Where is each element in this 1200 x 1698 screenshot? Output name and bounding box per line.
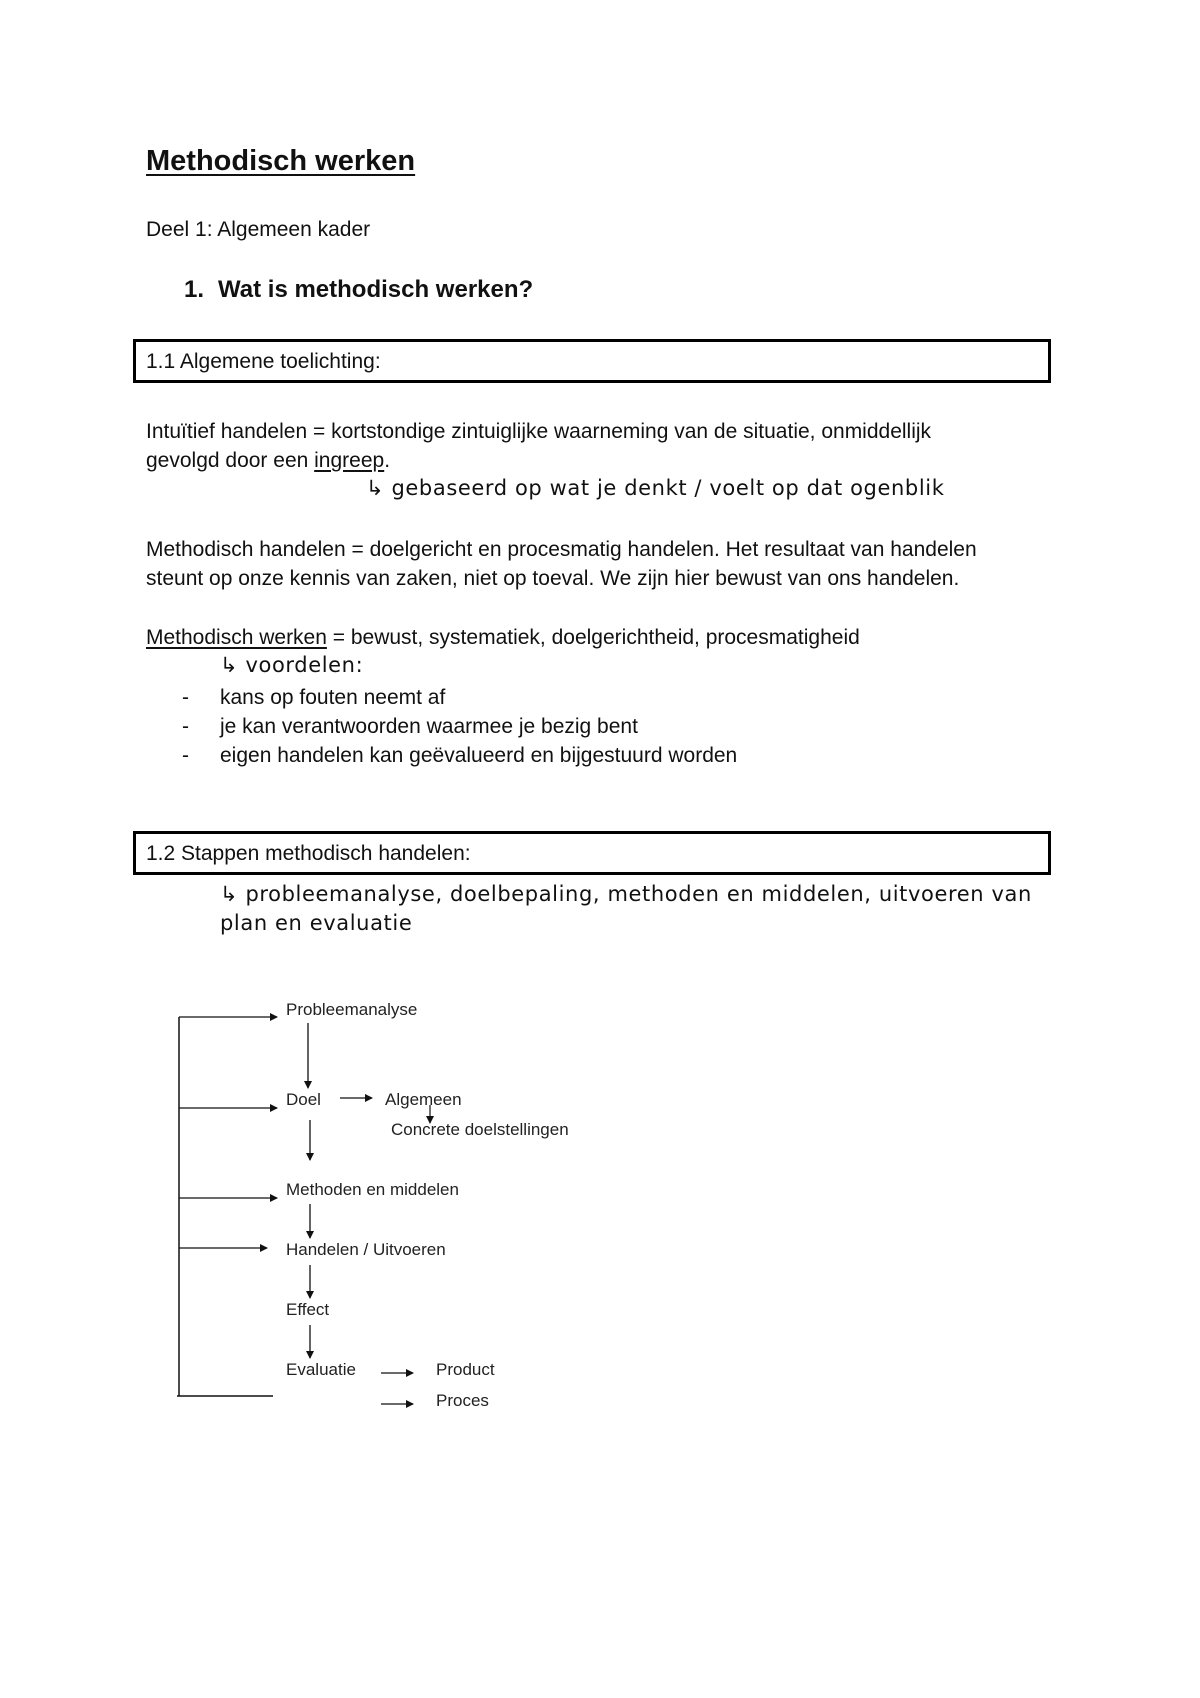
step-evaluatie: Evaluatie xyxy=(286,1360,356,1379)
step-proces: Proces xyxy=(436,1391,489,1410)
section-1-1-label: 1.1 Algemene toelichting: xyxy=(146,350,381,373)
methodisch-line-2: steunt op onze kennis van zaken, niet op toeval. We zijn hier bewust van ons handelen. xyxy=(146,567,960,590)
step-effect: Effect xyxy=(286,1300,330,1319)
intuitief-line-1: Intuïtief handelen = kortstondige zintuiglijke waarneming van de situatie, onmiddellijk xyxy=(146,420,932,443)
step-algemeen: Algemeen xyxy=(385,1090,462,1109)
methodisch-line-1: Methodisch handelen = doelgericht en procesmatig handelen. Het resultaat van handelen xyxy=(146,538,977,561)
intuitief-line-2 xyxy=(146,446,390,475)
step-methoden-en-middelen: Methoden en middelen xyxy=(286,1180,459,1199)
voordelen-list xyxy=(182,683,737,770)
section-1-2-box xyxy=(133,831,1051,875)
list-item: - eigen handelen kan geëvalueerd en bijgestuurd worden xyxy=(182,741,737,770)
bullet-dash: - xyxy=(182,686,189,709)
list-item: - kans op fouten neemt af xyxy=(182,683,737,712)
step-doel: Doel xyxy=(286,1090,321,1109)
intuitief-line-2-suffix: . xyxy=(384,449,391,472)
heading-1 xyxy=(184,276,533,304)
step-handelen-uitvoeren: Handelen / Uitvoeren xyxy=(286,1240,446,1259)
methodisch-werken-term: Methodisch werken xyxy=(146,626,327,649)
intuitief-arrow-note: ↳ gebaseerd op wat je denkt / voelt op dat ogenblik xyxy=(366,476,945,500)
bullet-dash: - xyxy=(182,715,189,738)
section-1-1-box xyxy=(133,339,1051,383)
methodisch-werken-definition xyxy=(146,623,860,652)
intuitief-line-2-prefix: gevolgd door een xyxy=(146,449,315,472)
stappen-arrow-line-2: plan en evaluatie xyxy=(220,911,413,935)
step-probleemanalyse: Probleemanalyse xyxy=(286,1000,418,1019)
stappen-arrow-line-1: ↳ probleemanalyse, doelbepaling, methoden en middelen, uitvoeren van xyxy=(220,882,1032,906)
step-concrete-doelstellingen: Concrete doelstellingen xyxy=(391,1120,569,1139)
heading-1-number: 1. xyxy=(184,276,205,303)
methodisch-handelen-diagram xyxy=(160,985,620,1415)
ingreep-term: ingreep xyxy=(314,449,385,472)
step-product: Product xyxy=(436,1360,495,1379)
document-subtitle: Deel 1: Algemeen kader xyxy=(146,218,371,241)
document-title: Methodisch werken xyxy=(146,145,416,177)
bullet-dash: - xyxy=(182,744,189,767)
voordelen-arrow-note: ↳ voordelen: xyxy=(220,653,364,677)
heading-1-text: Wat is methodisch werken? xyxy=(218,276,534,303)
list-item: - je kan verantwoorden waarmee je bezig bent xyxy=(182,712,737,741)
methodisch-werken-def: = bewust, systematiek, doelgerichtheid, procesmatigheid xyxy=(326,626,860,649)
section-1-2-label: 1.2 Stappen methodisch handelen: xyxy=(146,842,471,865)
